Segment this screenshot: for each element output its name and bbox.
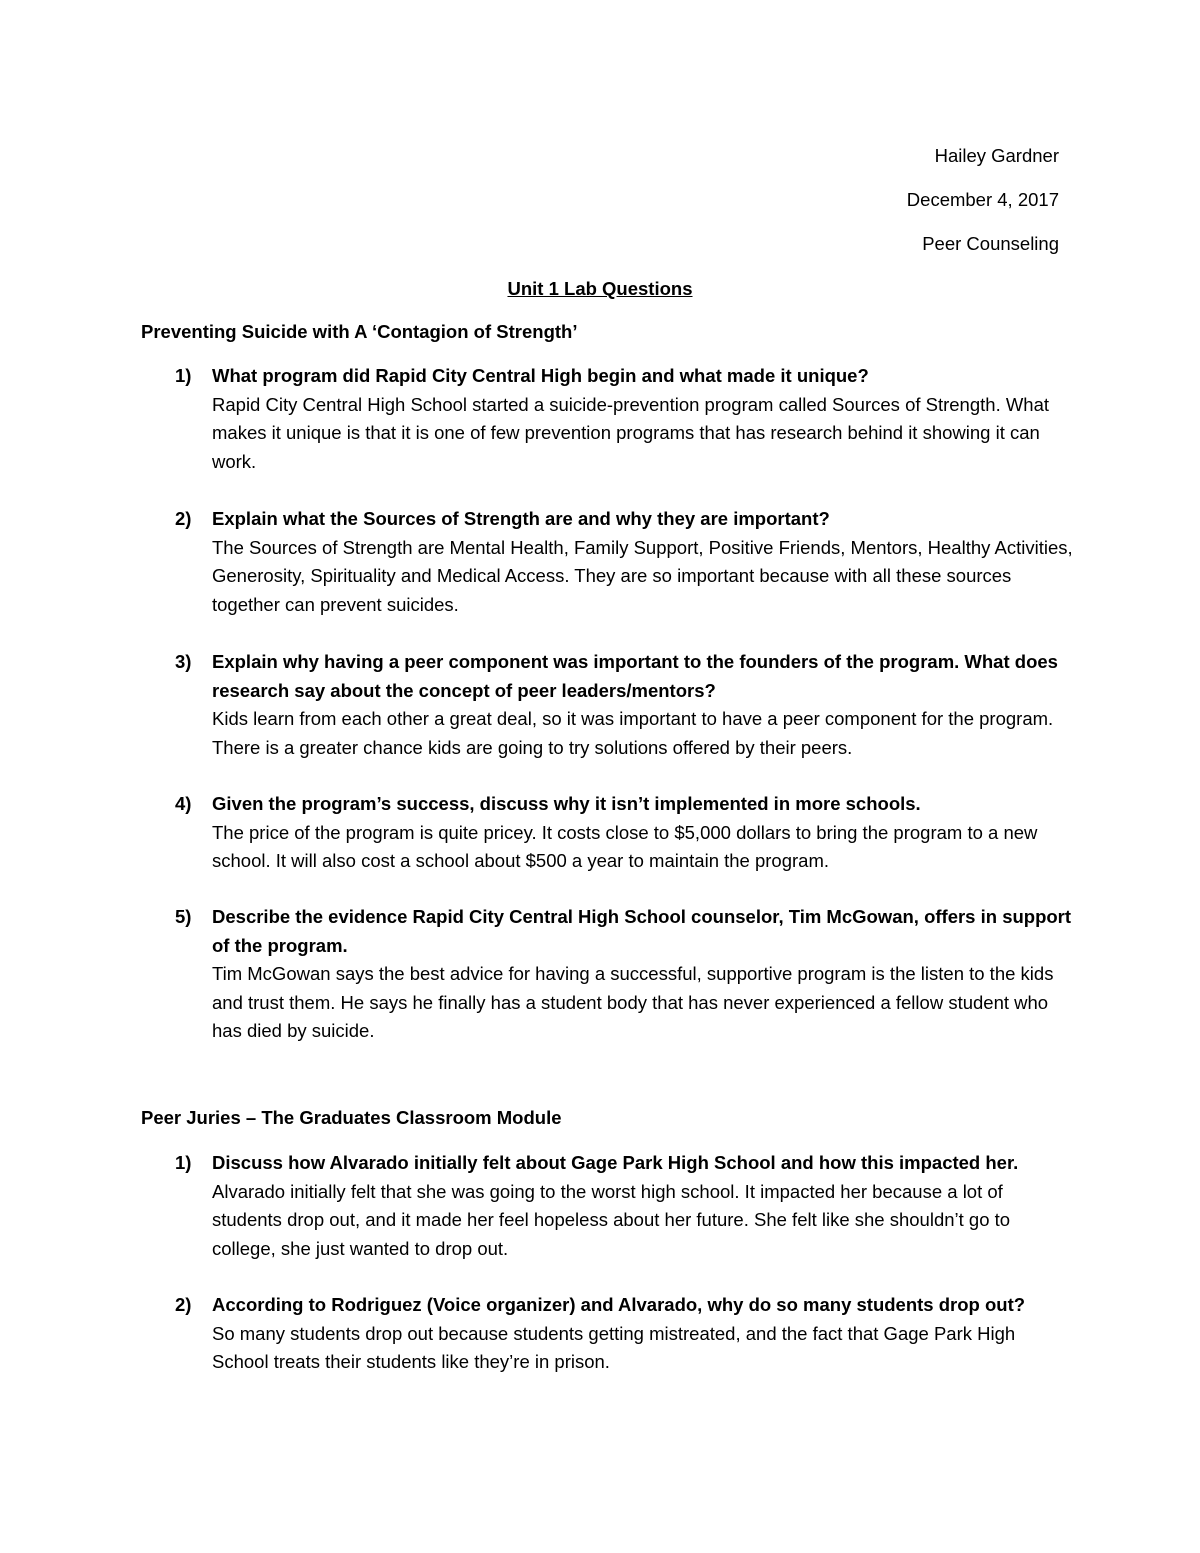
question-text: What program did Rapid City Central High begin and what made it unique?	[212, 365, 869, 386]
author-name: Hailey Gardner	[934, 145, 1059, 166]
question-text: Explain why having a peer component was important to the founders of the program. What does research say about the concept of peer leaders/mentors?	[212, 651, 1058, 701]
question-item	[175, 505, 1075, 619]
question-text: Describe the evidence Rapid City Central High School counselor, Tim McGowan, offers in support of the program.	[212, 906, 1072, 956]
answer-text: Tim McGowan says the best advice for having a successful, supportive program is the listen to the kids and trust them. He says he finally has a student body that has never experienced a fellow student who has died by suicide.	[212, 963, 1054, 1041]
question-number: 5)	[175, 906, 192, 927]
answer-text: The Sources of Strength are Mental Health, Family Support, Positive Friends, Mentors, Healthy Activities, Generosity, Spirituality and Medical Access. They are so important because with all these sources together can prevent suicides.	[212, 536, 1073, 615]
question-text: According to Rodriguez (Voice organizer) and Alvarado, why do so many students drop out?	[212, 1294, 1026, 1315]
question-number: 3)	[175, 651, 192, 672]
question-text: Given the program’s success, discuss why it isn’t implemented in more schools.	[212, 793, 921, 814]
document-date: December 4, 2017	[906, 189, 1059, 210]
question-text: Explain what the Sources of Strength are and why they are important?	[212, 508, 830, 529]
question-number: 2)	[175, 1294, 192, 1315]
section-heading-peer-juries: Peer Juries – The Graduates Classroom Module	[141, 1107, 562, 1128]
section-heading-contagion-of-strength: Preventing Suicide with A ‘Contagion of Strength’	[141, 321, 578, 342]
question-item	[175, 1291, 1075, 1377]
question-item	[175, 1149, 1075, 1263]
question-number: 2)	[175, 508, 192, 529]
question-item	[175, 362, 1075, 476]
question-number: 1)	[175, 1152, 192, 1173]
question-item	[175, 903, 1075, 1046]
question-number: 1)	[175, 365, 192, 386]
question-number: 4)	[175, 793, 192, 814]
answer-text: Kids learn from each other a great deal, so it was important to have a peer component for the program. There is a greater chance kids are going to try solutions offered by their peers.	[212, 708, 1054, 758]
question-text: Discuss how Alvarado initially felt about Gage Park High School and how this impacted her.	[212, 1152, 1019, 1173]
answer-text: So many students drop out because students getting mistreated, and the fact that Gage Park High School treats their students like they’re in prison.	[212, 1322, 1016, 1372]
answer-text: The price of the program is quite pricey. It costs close to $5,000 dollars to bring the program to a new school. It will also cost a school about $500 a year to maintain the program.	[212, 821, 1038, 871]
answer-text: Alvarado initially felt that she was going to the worst high school. It impacted her because a lot of students drop out, and it made her feel hopeless about her future. She felt like she shouldn’t go to college, she just wanted to drop out.	[212, 1180, 1011, 1259]
question-item	[175, 648, 1075, 762]
course-name: Peer Counseling	[922, 233, 1059, 254]
question-item	[175, 790, 1075, 876]
answer-text: Rapid City Central High School started a suicide-prevention program called Sources of Strength. What makes it unique is that it is one of few prevention programs that has research behind it showing it can work.	[212, 393, 1050, 472]
document-title: Unit 1 Lab Questions	[507, 278, 693, 299]
